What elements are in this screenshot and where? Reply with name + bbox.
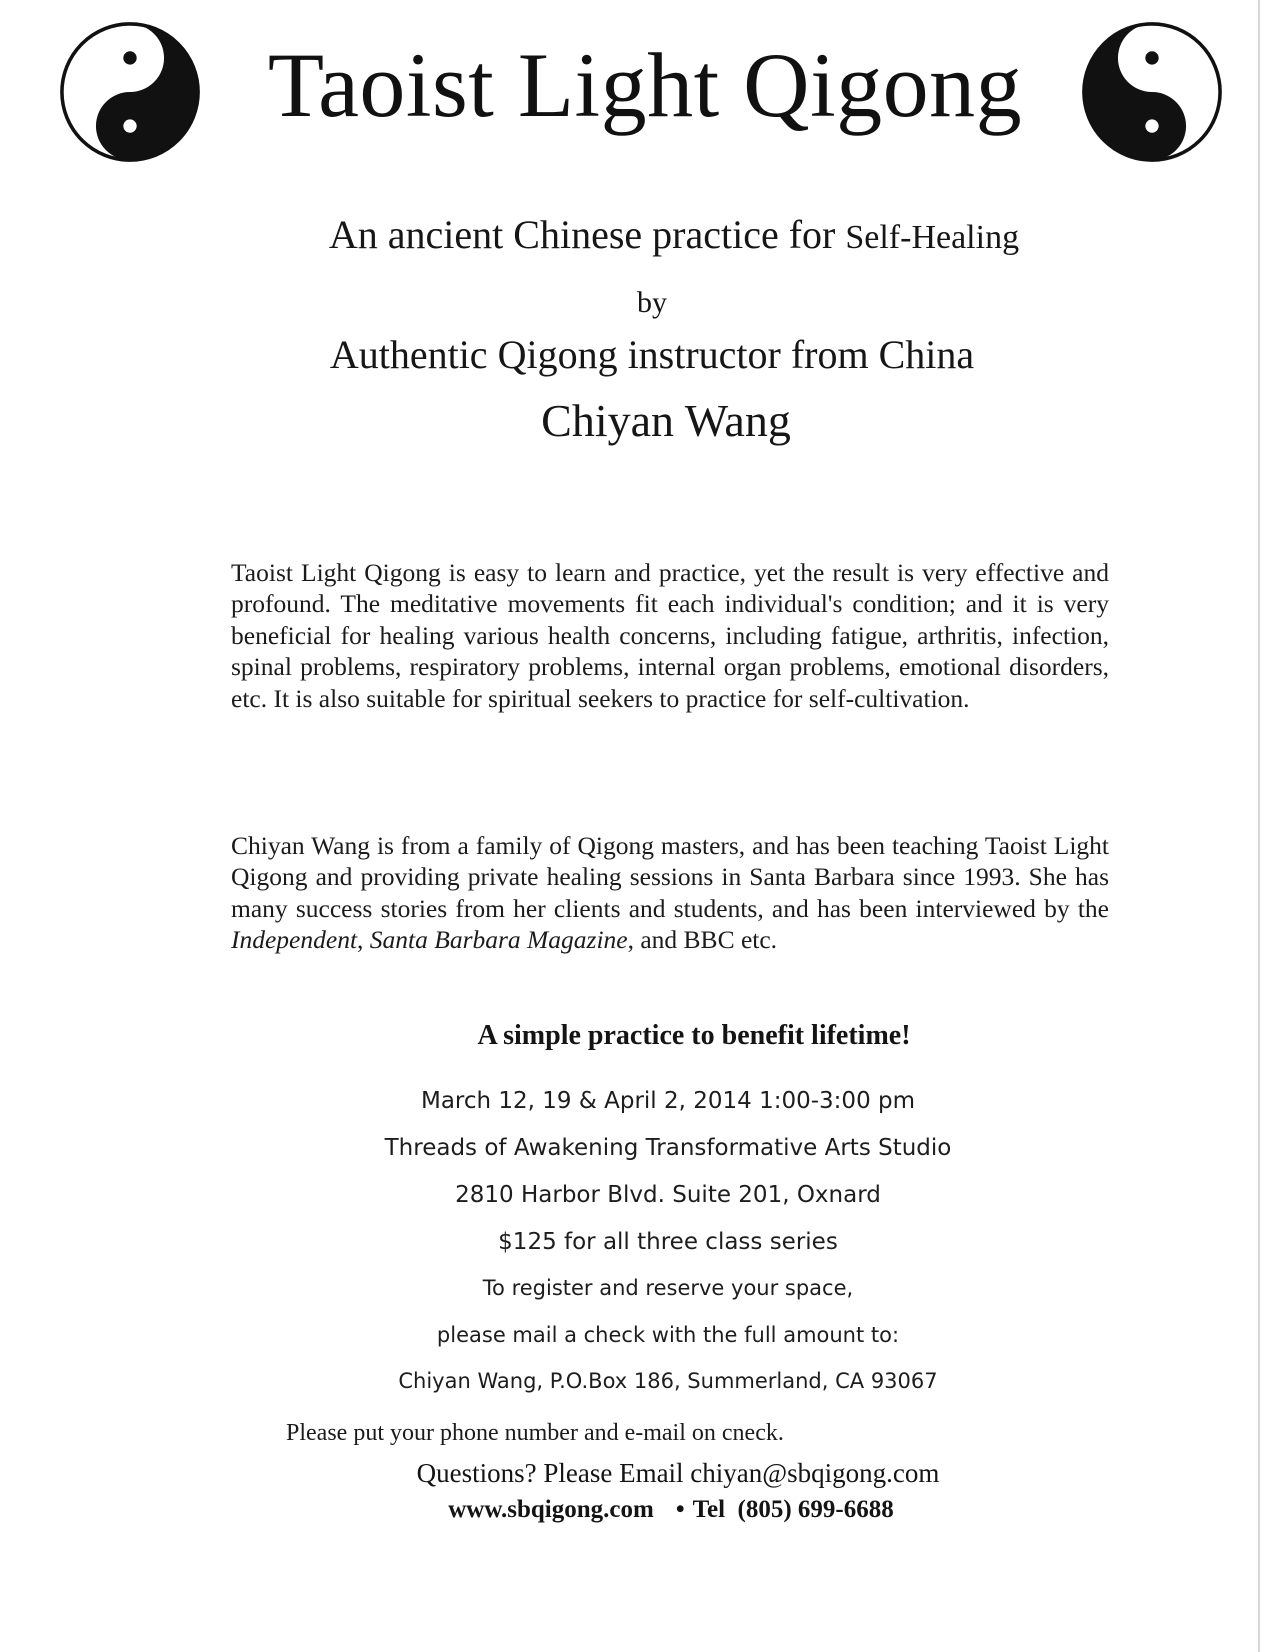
yin-yang-icon [1078, 18, 1226, 166]
subtitle-main: An ancient Chinese practice for [328, 212, 836, 257]
publication-separator: , [357, 925, 370, 954]
bullet-separator: • [675, 1496, 685, 1523]
event-address: 2810 Harbor Blvd. Suite 201, Oxnard [455, 1182, 881, 1208]
register-instruction: To register and reserve your space, [482, 1276, 854, 1300]
event-price: $125 for all three class series [498, 1229, 838, 1255]
instructor-name: Chiyan Wang [541, 395, 791, 446]
by-line: by [637, 286, 667, 319]
subtitle-emphasis: Self-Healing [845, 219, 1020, 256]
biography-text-end: , and BBC etc. [627, 925, 778, 954]
subtitle [36, 210, 1276, 263]
biography-paragraph [231, 830, 1109, 956]
questions-line: Questions? Please Email chiyan@sbqigong.com [416, 1458, 940, 1488]
event-dates: March 12, 19 & April 2, 2014 1:00-3:00 pm [420, 1088, 916, 1114]
mail-address: Chiyan Wang, P.O.Box 186, Summerland, CA 93067 [398, 1369, 938, 1393]
mail-instruction: please mail a check with the full amount to: [436, 1323, 900, 1347]
page-title: Taoist Light Qigong [267, 34, 1023, 136]
yin-yang-icon [56, 18, 204, 166]
publication-sb-magazine: Santa Barbara Magazine [369, 925, 628, 954]
instructor-line: Authentic Qigong instructor from China [329, 332, 975, 377]
check-note: Please put your phone number and e-mail on cneck. [286, 1420, 784, 1446]
description-paragraph: Taoist Light Qigong is easy to learn and practice, yet the result is very effective and profound. The meditative movements fit each individual's condition; and it is very beneficial for healing various health concerns, including fatigue, arthritis, infection, spinal problems, respiratory problems, internal organ problems, emotional disorders, etc. It is also suitable for spiritual seekers to practice for self-cultivation. [231, 557, 1109, 713]
tagline: A simple practice to benefit lifetime! [477, 1020, 911, 1051]
publication-independent: Independent [231, 925, 358, 954]
phone-number: Tel (805) 699-6688 [692, 1496, 894, 1523]
contact-line [0, 1493, 1276, 1527]
event-venue: Threads of Awakening Transformative Arts Studio [384, 1135, 952, 1161]
biography-text: Chiyan Wang is from a family of Qigong masters, and has been teaching Taoist Light Qigong and providing private healing sessions in Santa Barbara since 1993. She has many success stories from her clients and students, and has been interviewed by the [231, 830, 1109, 923]
website-link: www.sbqigong.com [448, 1496, 654, 1523]
